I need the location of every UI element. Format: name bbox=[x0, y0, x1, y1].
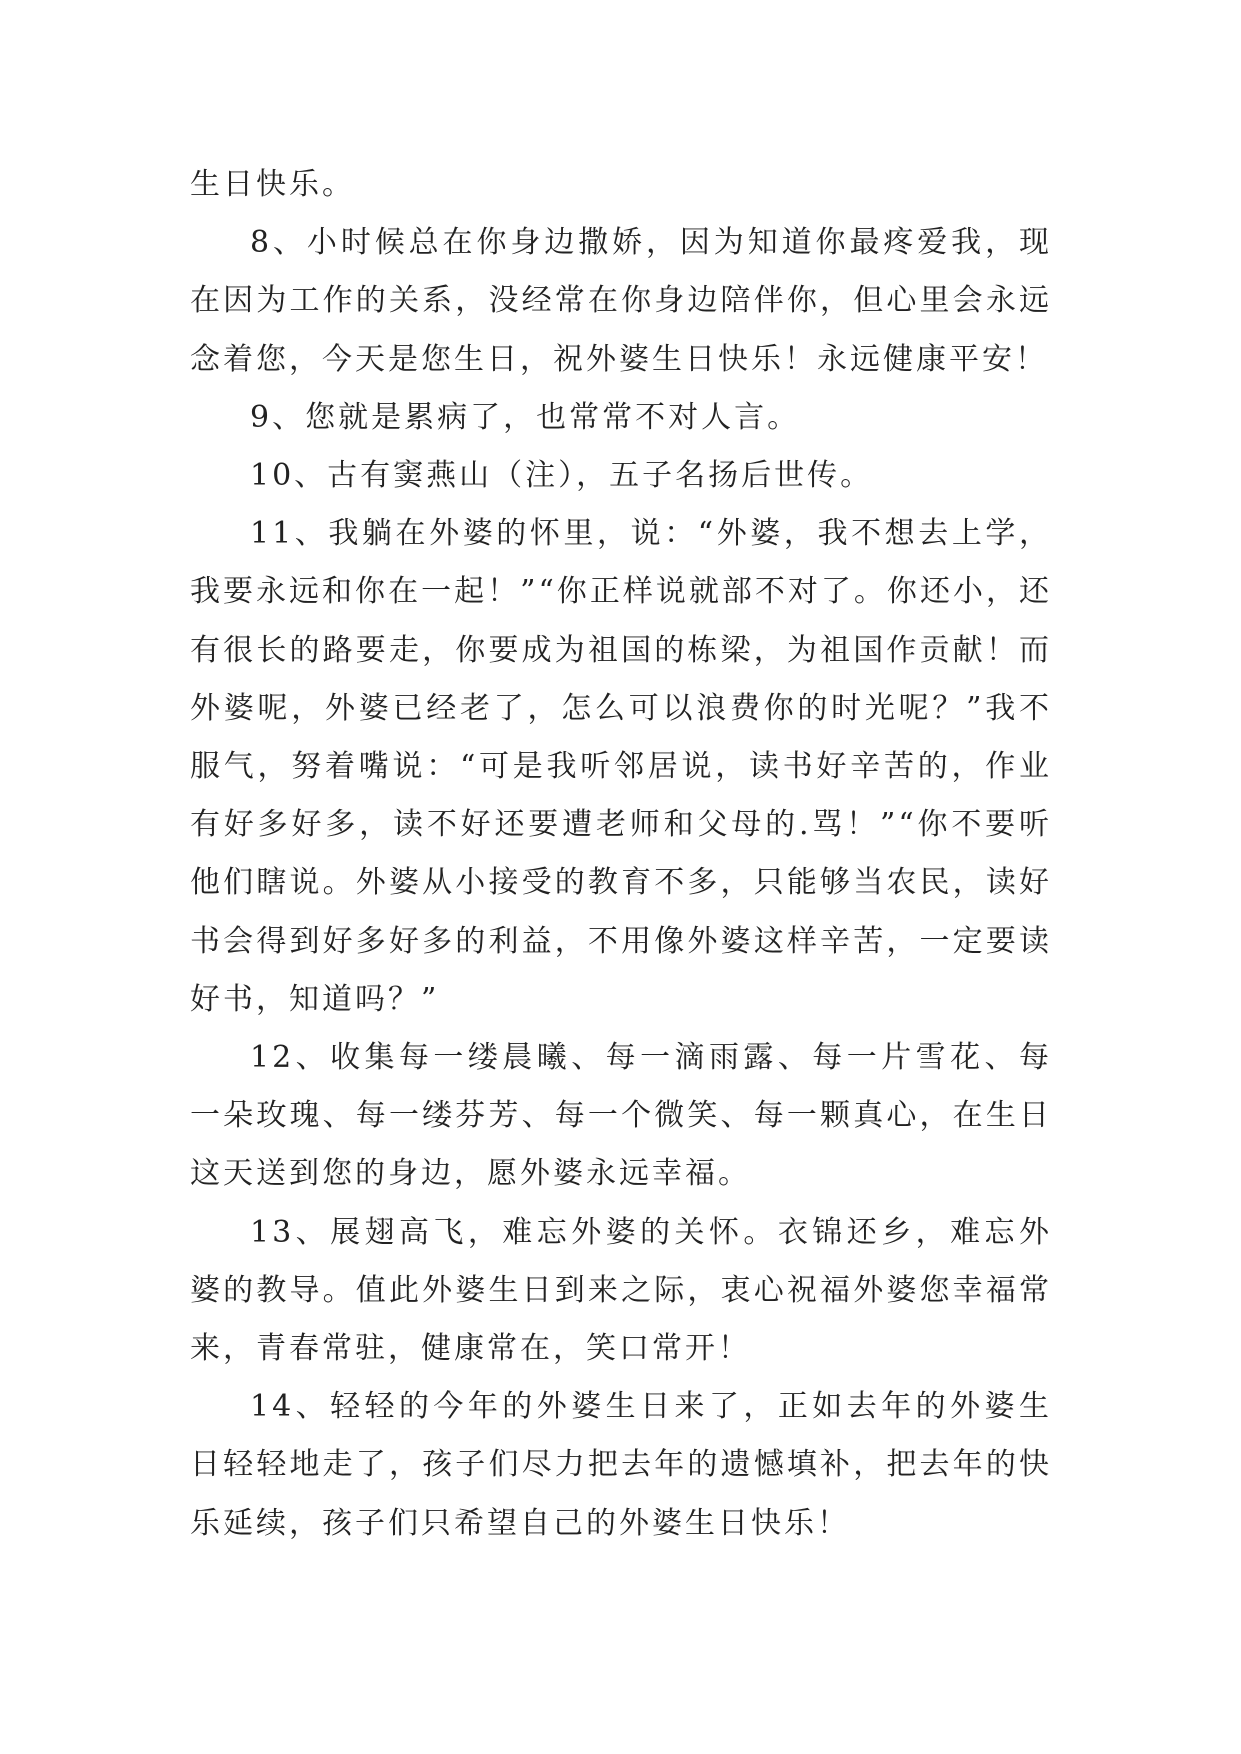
document-body bbox=[190, 156, 1052, 1553]
paragraph-item-14: 14、轻轻的今年的外婆生日来了，正如去年的外婆生日轻轻地走了，孩子们尽力把去年的遗憾填补，把去年的快乐延续，孩子们只希望自己的外婆生日快乐！ bbox=[190, 1389, 1052, 1541]
paragraph-item-11: 11、我躺在外婆的怀里，说：“外婆，我不想去上学，我要永远和你在一起！”“你正样说就部不对了。你还小，还有很长的路要走，你要成为祖国的栋梁，为祖国作贡献！而外婆呢，外婆已经老了，怎么可以浪费你的时光呢？”我不服气，努着嘴说：“可是我听邻居说，读书好辛苦的，作业有好多好多，读不好还要遭老师和父母的.骂！”“你不要听他们瞎说。外婆从小接受的教育不多，只能够当农民，读好书会得到好多好多的利益，不用像外婆这样辛苦，一定要读好书，知道吗？” bbox=[190, 516, 1052, 1017]
paragraph-item-8: 8、小时候总在你身边撒娇，因为知道你最疼爱我，现在因为工作的关系，没经常在你身边陪伴你，但心里会永远念着您，今天是您生日，祝外婆生日快乐！永远健康平安！ bbox=[190, 225, 1052, 377]
paragraph-item-13: 13、展翅高飞，难忘外婆的关怀。衣锦还乡，难忘外婆的教导。值此外婆生日到来之际，衷心祝福外婆您幸福常来，青春常驻，健康常在，笑口常开！ bbox=[190, 1214, 1052, 1367]
paragraph-item-12: 12、收集每一缕晨曦、每一滴雨露、每一片雪花、每一朵玫瑰、每一缕芬芳、每一个微笑、每一颗真心，在生日这天送到您的身边，愿外婆永远幸福。 bbox=[190, 1040, 1052, 1192]
paragraph-item-10: 10、古有窦燕山（注），五子名扬后世传。 bbox=[250, 458, 874, 494]
paragraph-continuation: 生日快乐。 bbox=[190, 167, 355, 202]
paragraph-item-9: 9、您就是累病了，也常常不对人言。 bbox=[250, 399, 801, 435]
